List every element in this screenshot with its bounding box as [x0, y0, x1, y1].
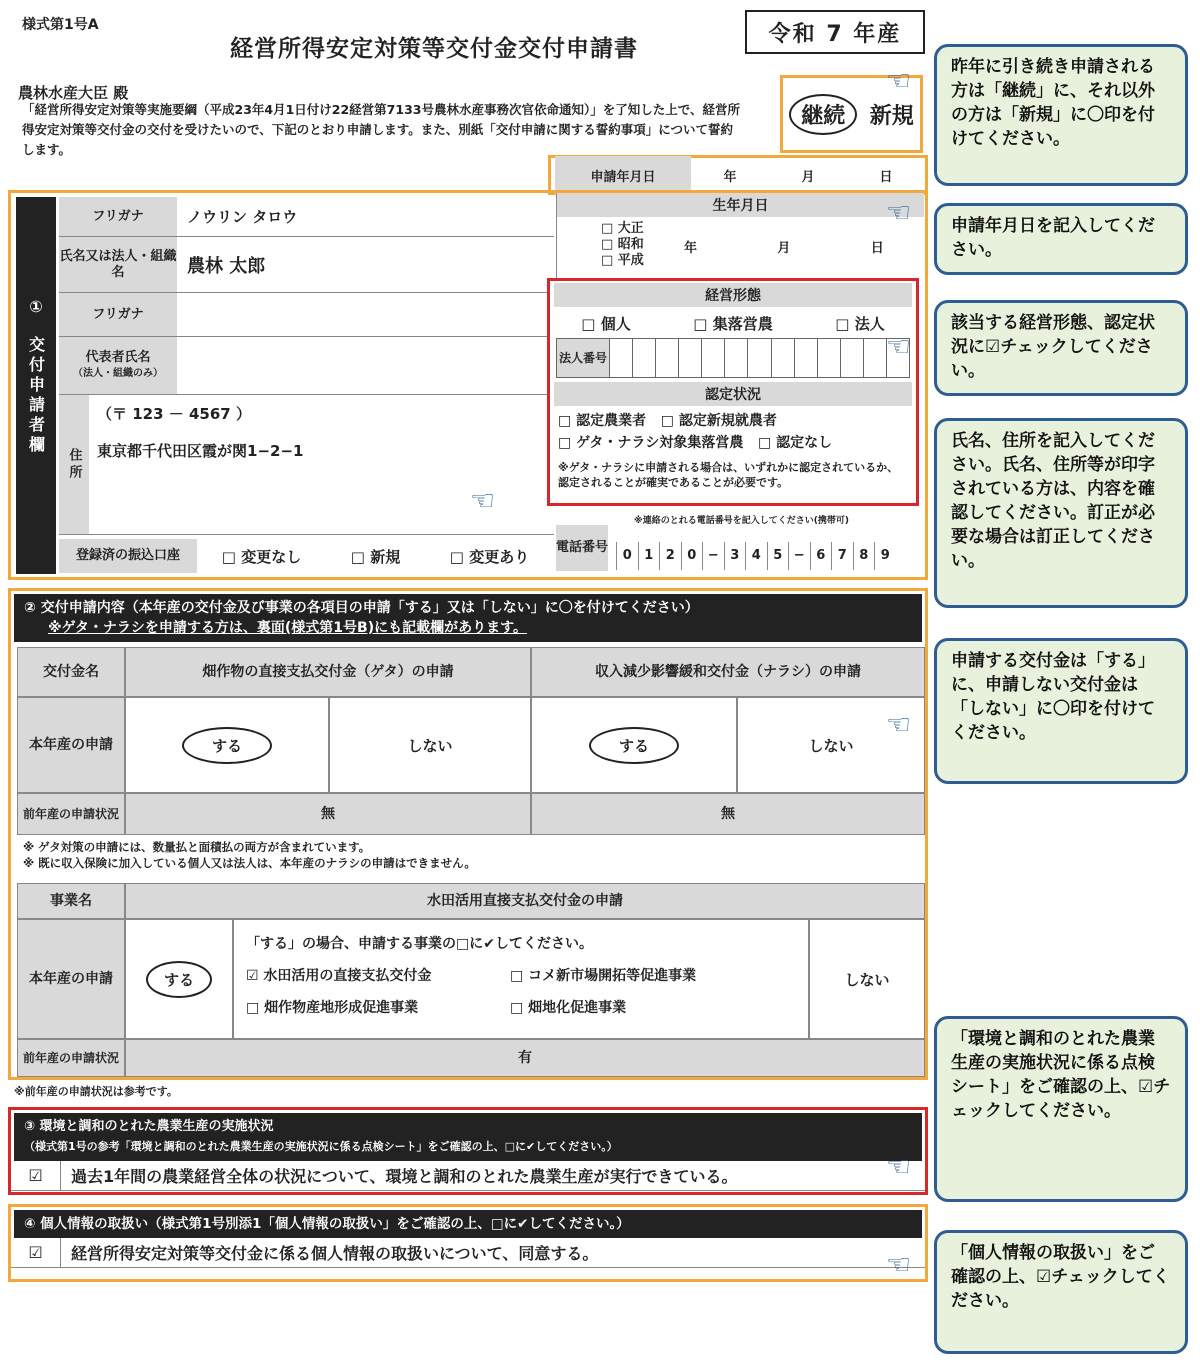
pointing-hand-icon: ☜	[886, 1150, 912, 1183]
pointing-hand-icon: ☜	[886, 196, 912, 229]
form-title: 経営所得安定対策等交付金交付申請書	[230, 36, 638, 62]
project-field-crop[interactable]: □ 畑作物産地形成促進事業	[246, 1000, 419, 1016]
paddy-no-cell[interactable]	[809, 919, 925, 1039]
geta-prev: 無	[125, 793, 531, 835]
note-geta: ※ ゲタ対策の申請には、数量払と面積払の両方が含まれています。	[23, 840, 371, 854]
section4-title: ④ 個人情報の取扱い（様式第1号別添1「個人情報の取扱い」をご確認の上、□に✔してください。）	[24, 1216, 630, 1232]
app-day[interactable]: 日	[879, 169, 893, 185]
name-field[interactable]: 農林 太郎	[187, 255, 266, 277]
era-heisei[interactable]: □ 平成	[601, 253, 644, 268]
rep-row	[59, 337, 554, 395]
narashi-header: 収入減少影響緩和交付金（ナラシ）の申請	[531, 647, 925, 697]
phone-label: 電話番号	[556, 525, 608, 571]
dob-label: 生年月日	[557, 193, 924, 217]
management-block	[547, 278, 919, 506]
phone-digit[interactable]: 7	[831, 542, 853, 570]
project-paddy-direct[interactable]: ☑ 水田活用の直接支払交付金	[246, 968, 432, 984]
paddy-prev: 有	[125, 1039, 925, 1077]
section-application-content	[8, 588, 928, 1080]
phone-digit[interactable]: 3	[724, 542, 746, 570]
account-row	[59, 539, 554, 573]
phone-digit[interactable]: 8	[853, 542, 875, 570]
cert-community[interactable]: □ ゲタ・ナラシ対象集落営農	[558, 435, 744, 451]
phone-block	[556, 513, 922, 575]
paddy-hint: 「する」の場合、申請する事業の□に✔してください。	[246, 936, 593, 952]
dob-day[interactable]: 日	[870, 241, 884, 256]
address-field[interactable]: 東京都千代田区霞が関1−2−1	[97, 442, 304, 460]
address-label: 住所	[59, 395, 89, 534]
intro-text: 「経営所得安定対策等実施要綱（平成23年4月1日付け22経営第7133号農林水産事務次官依命通知）」を了知した上で、経営所得安定対策等交付金の交付を受けたいので、下記のとおり申請します。また、別紙「交付申請に関する誓約事項」について誓約します。	[22, 102, 740, 157]
account-new[interactable]: □ 新規	[350, 547, 401, 566]
rep-furigana-label: フリガナ	[59, 293, 177, 336]
cert-note: ※ゲタ・ナラシに申請される場合は、いずれかに認定されているか、認定されることが確実であることが必要です。	[558, 461, 899, 489]
env-checkbox[interactable]: ☑	[11, 1161, 61, 1190]
narashi-yes-cell[interactable]	[531, 697, 737, 793]
dob-month[interactable]: 月	[777, 241, 791, 256]
rep-furigana-row	[59, 293, 554, 337]
callout-subsidy: 申請する交付金は「する」に、申請しない交付金は「しない」に〇印を付けてください。	[934, 638, 1188, 784]
name-row	[59, 237, 554, 293]
pointing-hand-icon: ☜	[886, 64, 912, 97]
callout-continue-new: 昨年に引き続き申請される方は「継続」に、それ以外の方は「新規」に〇印を付けてください。	[934, 44, 1188, 186]
note-narashi: ※ 既に収入保険に加入している個人又は法人は、本年産のナラシの申請はできません。	[23, 856, 476, 870]
rep-label: 代表者氏名	[85, 349, 151, 365]
paddy-this-year-label: 本年産の申請	[17, 919, 125, 1039]
phone-digit[interactable]: 1	[638, 542, 660, 570]
pointing-hand-icon: ☜	[886, 1248, 912, 1281]
phone-digit[interactable]: 0	[681, 542, 703, 570]
narashi-prev: 無	[531, 793, 925, 835]
year-box: 令和 7 年産	[745, 10, 925, 54]
geta-no[interactable]: しない	[407, 736, 453, 755]
account-no-change[interactable]: □ 変更なし	[221, 547, 302, 566]
phone-digit[interactable]: −	[788, 542, 810, 570]
application-date	[548, 155, 928, 195]
section1-sidebar	[16, 197, 56, 574]
paddy-yes[interactable]: する	[146, 961, 212, 998]
section-environment	[8, 1107, 928, 1195]
application-date-label: 申請年月日	[555, 156, 691, 195]
prev-year-footnote: ※前年産の申請状況は参考です。	[14, 1085, 178, 1098]
phone-number[interactable]	[616, 542, 896, 570]
privacy-statement: 経営所得安定対策等交付金に係る個人情報の取扱いについて、同意する。	[71, 1244, 599, 1263]
pointing-hand-icon: ☜	[886, 708, 912, 741]
name-label: 氏名又は法人・組織名	[59, 237, 177, 292]
privacy-checkbox[interactable]: ☑	[11, 1238, 61, 1267]
paddy-projects	[233, 919, 809, 1039]
section1-number: ①	[29, 297, 43, 316]
era-showa[interactable]: □ 昭和	[601, 237, 644, 252]
continue-option[interactable]: 継続	[789, 94, 857, 135]
project-rice-market[interactable]: □ コメ新市場開拓等促進事業	[510, 968, 697, 984]
phone-digit[interactable]: 0	[616, 542, 638, 570]
callout-environment: 「環境と調和のとれた農業生産の実施状況に係る点検シート」をご確認の上、☑チェックしてください。	[934, 1016, 1188, 1202]
narashi-no[interactable]: しない	[808, 736, 854, 755]
cert-new-farmer[interactable]: □ 認定新規就農者	[660, 413, 777, 429]
paddy-yes-cell[interactable]	[125, 919, 233, 1039]
furigana-field[interactable]: ノウリン タロウ	[187, 208, 298, 226]
env-statement: 過去1年間の農業経営全体の状況について、環境と調和のとれた農業生産が実行できている。	[71, 1167, 738, 1186]
paddy-prev-label: 前年産の申請状況	[17, 1039, 125, 1077]
project-upland[interactable]: □ 畑地化促進事業	[510, 1000, 627, 1016]
addressee: 農林水産大臣 殿	[18, 84, 129, 102]
mgmt-label: 経営形態	[554, 283, 912, 307]
mgmt-corporation[interactable]: □ 法人	[835, 315, 885, 333]
corp-number-label: 法人番号	[557, 339, 609, 377]
section3-subtitle: （様式第1号の参考「環境と調和のとれた農業生産の実施状況に係る点検シート」をご確認の上、□に✔してください。）	[24, 1140, 618, 1153]
app-year[interactable]: 年	[723, 169, 737, 185]
pointing-hand-icon: ☜	[886, 330, 912, 363]
furigana-label: フリガナ	[59, 197, 177, 236]
phone-hint: ※連絡のとれる電話番号を記入してください(携帯可)	[634, 516, 849, 526]
furigana-row	[59, 197, 554, 237]
rep-sublabel: （法人・組織のみ）	[73, 367, 163, 379]
phone-digit[interactable]: 4	[745, 542, 767, 570]
postal-field[interactable]: （〒 123 － 4567 ）	[97, 405, 251, 423]
subsidy-name-header: 交付金名	[17, 647, 125, 697]
era-taisho[interactable]: □ 大正	[601, 221, 644, 236]
section1-title: 交付申請者欄	[26, 336, 46, 456]
geta-yes-cell[interactable]	[125, 697, 329, 793]
callout-app-date: 申請年月日を記入してください。	[934, 203, 1188, 275]
dob-block	[556, 193, 924, 283]
callout-name-address: 氏名、住所を記入してください。氏名、住所等が印字されている方は、内容を確認してください。訂正が必要な場合は訂正してください。	[934, 418, 1188, 608]
geta-yes[interactable]: する	[182, 727, 272, 764]
phone-digit[interactable]: 6	[810, 542, 832, 570]
phone-digit[interactable]: 9	[874, 542, 896, 570]
dob-year[interactable]: 年	[684, 241, 698, 256]
geta-no-cell[interactable]	[329, 697, 531, 793]
section2-title: ② 交付申請内容（本年産の交付金及び事業の各項目の申請「する」又は「しない」に〇を付けてください）	[24, 600, 699, 616]
project-header: 事業名	[17, 883, 125, 919]
mgmt-community[interactable]: □ 集落営農	[693, 315, 773, 333]
callout-management: 該当する経営形態、認定状況に☑チェックしてください。	[934, 300, 1188, 396]
pointing-hand-icon: ☜	[470, 484, 496, 517]
corp-number-cells[interactable]	[556, 338, 910, 378]
this-year-label: 本年産の申請	[17, 697, 125, 793]
form-number: 様式第1号A	[22, 17, 99, 33]
prev-year-label: 前年産の申請状況	[17, 793, 125, 835]
mgmt-individual[interactable]: □ 個人	[581, 315, 631, 333]
cert-label: 認定状況	[554, 382, 912, 406]
section-privacy	[8, 1204, 928, 1282]
app-month[interactable]: 月	[801, 169, 815, 185]
account-label: 登録済の振込口座	[59, 539, 197, 573]
callout-privacy: 「個人情報の取扱い」をご確認の上、☑チェックしてください。	[934, 1230, 1188, 1354]
account-change[interactable]: □ 変更あり	[449, 547, 530, 566]
section2-subtitle: ※ゲタ・ナラシを申請する方は、裏面(様式第1号B)にも記載欄があります。	[48, 620, 527, 636]
narashi-yes[interactable]: する	[589, 727, 679, 764]
phone-digit[interactable]: −	[702, 542, 724, 570]
phone-digit[interactable]: 2	[659, 542, 681, 570]
paddy-header: 水田活用直接支払交付金の申請	[125, 883, 925, 919]
paddy-no[interactable]: しない	[844, 970, 890, 989]
geta-header: 畑作物の直接支払交付金（ゲタ）の申請	[125, 647, 531, 697]
cert-farmer[interactable]: □ 認定農業者	[558, 413, 647, 429]
section3-title: ③ 環境と調和のとれた農業生産の実施状況	[24, 1119, 274, 1134]
cert-none[interactable]: □ 認定なし	[758, 435, 833, 451]
phone-digit[interactable]: 5	[767, 542, 789, 570]
new-option[interactable]: 新規	[869, 103, 914, 129]
